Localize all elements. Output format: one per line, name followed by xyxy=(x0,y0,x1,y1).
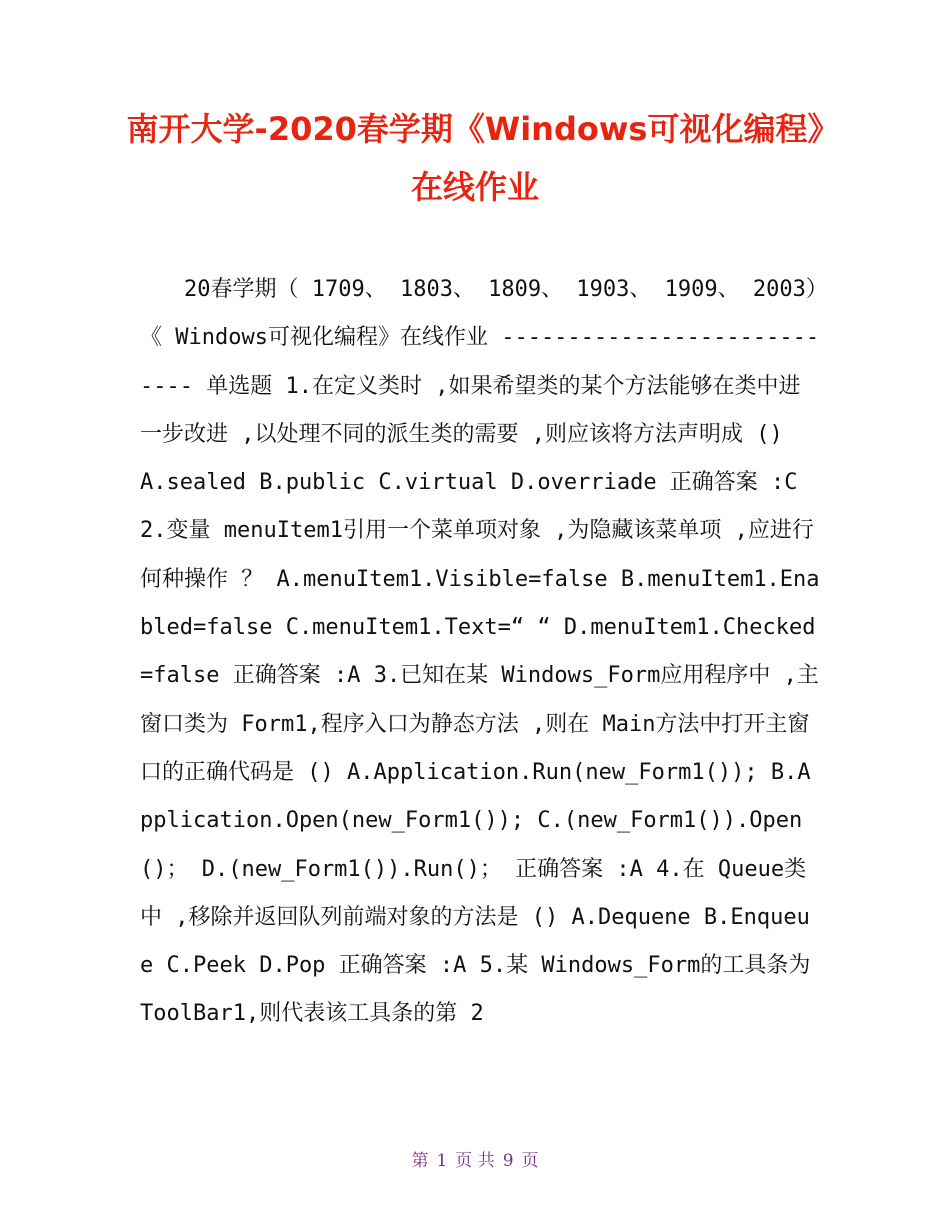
document-title: 南开大学-2020春学期《Windows可视化编程》在线作业 xyxy=(126,110,824,206)
document-body: 20春学期（ 1709、 1803、 1809、 1903、 1909、 2003）《 Windows可视化编程》在线作业 ---------------------------- 单选题 1.在定义类时 ,如果希望类的某个方法能够在类中进一步改进 ,以处理不同的派生类的需要 ,则应该将方法声明成 () A.sealed B.public C.virtual D.overriade 正确答案 :C 2.变量 menuItem1引用一个菜单项对象 ,为隐藏该菜单项 ,应进行何种操作 ？ A.menuItem1.Visible=false B.menuItem1.Enabled=false C.menuItem1.Text=“ “ D.menuItem1.Checked=false 正确答案 :A 3.已知在某 Windows_Form应用程序中 ,主窗口类为 Form1,程序入口为静态方法 ,则在 Main方法中打开主窗口的正确代码是 () A.Application.Run(new_Form1()); B.Application.Open(new_Form1()); C.(new_Form1()).Open()； D.(new_Form1()).Run()； 正确答案 :A 4.在 Queue类中 ,移除并返回队列前端对象的方法是 () A.Dequene B.Enqueue C.Peek D.Pop 正确答案 :A 5.某 Windows_Form的工具条为 ToolBar1,则代表该工具条的第 2 xyxy=(140,277,820,1027)
footer-suffix: 页 xyxy=(521,1151,539,1171)
page-footer xyxy=(0,1148,950,1174)
footer-middle: 页 共 xyxy=(455,1151,495,1171)
footer-page-number: 1 xyxy=(436,1151,448,1171)
footer-prefix: 第 xyxy=(411,1151,429,1171)
footer-total-pages: 9 xyxy=(502,1151,514,1171)
